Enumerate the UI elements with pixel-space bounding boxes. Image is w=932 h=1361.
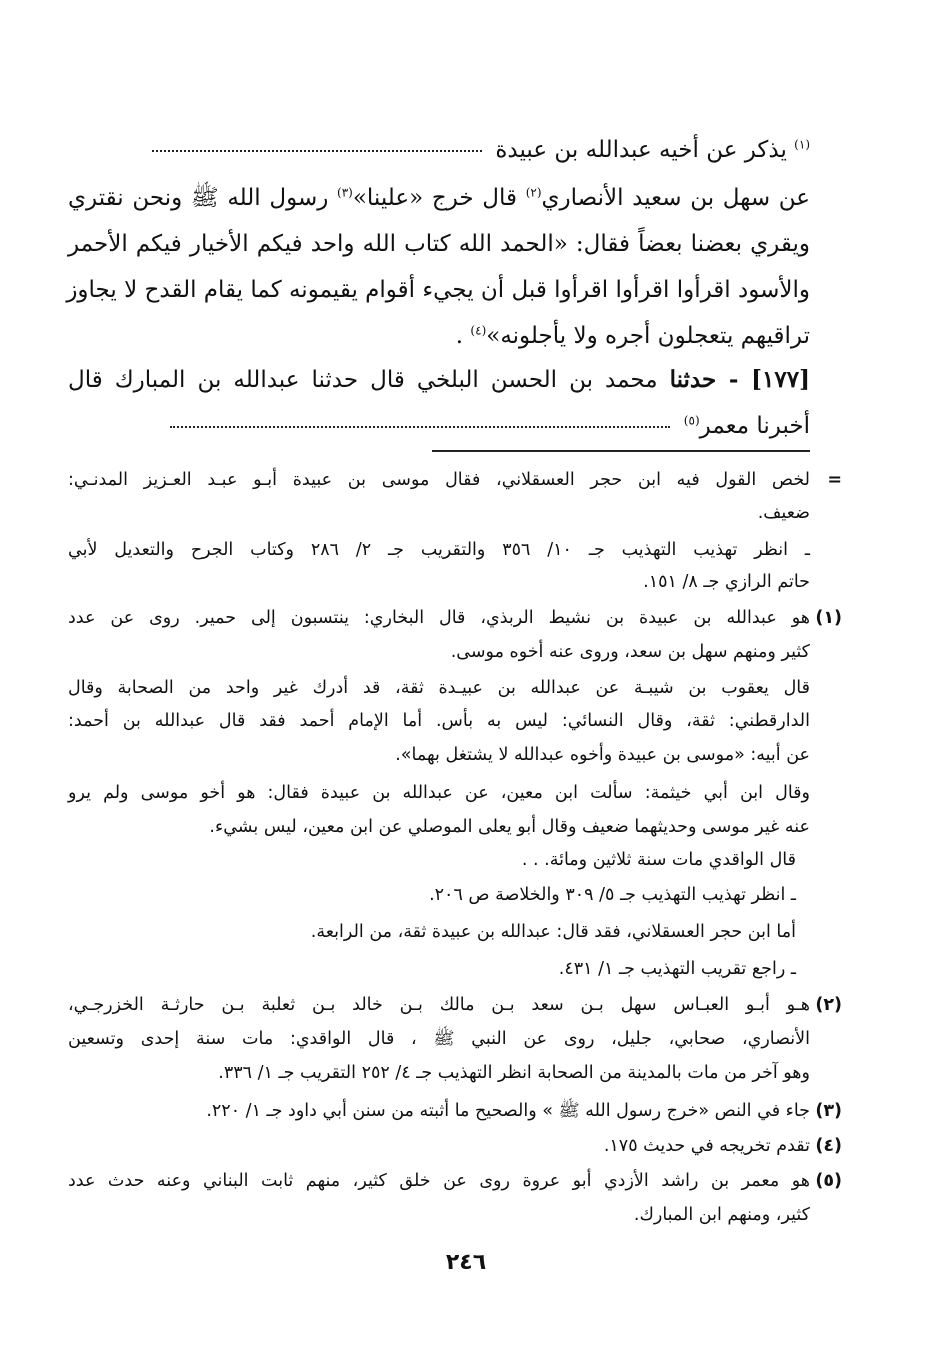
hadith-177-line-1 [68,360,810,400]
footnote-1-line-5: عن أبيه: «موسى بن عبيدة وأخوه عبدالله لا يشتغل بهما». [395,745,810,765]
footnote-1-line-7: عنه غير موسى وحديثهما ضعيف وقال أبو يعلى الموصلي عن ابن معين، ليس بشيء. [209,817,810,837]
footnote-ref-1: (١) [794,137,810,152]
footnote-1-line-4: الدارقطني: ثقة، وقال النسائي: ليس به بأس. أما الإمام أحمد فقد قال عبدالله بن أحمد: [68,711,810,731]
footnote-2-line-1 [68,990,842,1020]
hadith-177-line-2-text: أخبرنا معمر [699,413,810,439]
footnote-3-text: جاء في النص «خرج رسول الله ﷺ » والصحيح ما أثبته من سنن أبي داود جـ ١/ ٢٢٠. [206,1101,810,1121]
dotted-leader-2 [170,426,670,428]
main-line-4: والأسود اقرأوا اقرأوا اقرأوا قبل أن يجيء أقوام يقيمونه كما يقام القدح لا يجاوز [66,277,810,303]
footnote-4-text: تقدم تخريجه في حديث ١٧٥. [603,1136,810,1156]
footnote-continued-line-4: حاتم الرازي جـ ٨/ ١٥١. [643,572,810,592]
footnote-4-marker: (٤) [815,1136,842,1156]
footnote-separator [432,450,810,452]
footnote-2-line-2: الأنصاري، صحابي، جليل، روى عن النبي ﷺ ، قال الواقدي: مات سنة إحدى وتسعين [68,1029,810,1049]
continuation-mark: = [827,470,842,490]
footnote-5-text-1: هو معمر بن راشد الأزدي أبو عروة روى عن خلق كثير، منهم ثابت البناني وعنه حدث عدد [68,1171,810,1191]
footnote-2-line-3: وهو آخر من مات بالمدينة من الصحابة انظر التهذيب جـ ٤/ ٢٥٢ التقريب جـ ١/ ٣٣٦. [218,1063,810,1083]
footnote-1-line-3: قال يعقوب بن شيبـة عن عبدالله بن عبيـدة ثقة، قد أدرك غير واحد من الصحابة وقال [68,678,810,698]
footnote-5-line-2: كثير، ومنهم ابن المبارك. [633,1205,810,1225]
footnote-1-line-9: ـ انظر تهذيب التهذيب جـ ٥/ ٣٠٩ والخلاصة ص ٢٠٦. [429,885,796,905]
footnote-2-marker: (٢) [815,995,842,1015]
main-line-1-text: يذكر عن أخيه عبدالله بن عبيدة [495,137,787,163]
footnote-1-line-2: كثير ومنهم سهل بن سعد، وروى عنه أخوه موسى. [450,642,810,662]
main-line-2 [68,178,810,218]
hadith-177-line-2 [68,406,810,446]
footnote-continued-text-1: لخص القول فيه ابن حجر العسقلاني، فقال موسى بن عبيدة أبـو عبـد العـزيز المدنـي: [68,470,810,490]
footnote-1-line-10: أما ابن حجر العسقلاني، فقد قال: عبدالله بن عبيدة ثقة، من الرابعة. [310,922,796,942]
footnote-1-line-8: قال الواقدي مات سنة ثلاثين ومائة. . . [521,850,796,870]
hadith-177-text: محمد بن الحسن البلخي قال حدثنا عبدالله بن المبارك قال [68,367,670,393]
footnote-ref-4: (٤) [470,323,487,338]
page-number: ٢٤٦ [445,1250,487,1275]
hadith-number: [١٧٧] - حدثنا [669,366,810,393]
footnote-continued-line-2: ضعيف. [757,503,810,523]
main-line-5b: . [455,323,471,349]
footnote-ref-5: (٥) [683,413,700,428]
footnote-ref-2: (٢) [525,185,542,200]
footnote-ref-3: (٣) [337,185,353,200]
footnote-1-text-1: هو عبدالله بن عبيدة بن نشيط الربذي، قال البخاري: ينتسبون إلى حمير. روى عن عدد [68,608,810,628]
footnote-1-line-6: وقال ابن أبي خيثمة: سألت ابن معين، عن عبدالله بن عبيدة فقال: هو أخو موسى ولم يرو [68,783,810,803]
main-line-3: ويقري بعضنا بعضاً فقال: «الحمد الله كتاب الله واحد فيكم الأخيار فيكم الأحمر [68,231,810,257]
footnote-5-line-1 [68,1166,842,1196]
footnote-continued-line-1 [68,465,842,495]
footnote-3-marker: (٣) [815,1101,842,1121]
footnote-2-text-1: هـو أبـو العبـاس سهل بـن سعد بـن مالك بـن خالد بـن ثعلبة بـن حارثـة الخزرجـي، [68,995,810,1015]
footnote-continued-line-3: ـ انظر تهذيب التهذيب جـ ١٠/ ٣٥٦ والتقريب جـ ٢/ ٢٨٦ وكتاب الجرح والتعديل لأبي [68,540,810,560]
main-line-5a: تراقيهم يتعجلون أجره ولا يأجلونه» [486,323,810,349]
main-line-1 [68,130,810,170]
dotted-leader [152,150,482,152]
footnote-1-line-1 [68,603,842,633]
footnote-1-line-11: ـ راجع تقريب التهذيب جـ ١/ ٤٣١. [558,959,796,979]
footnote-5-marker: (٥) [815,1171,842,1191]
main-line-2c: رسول الله ﷺ ونحن نقتري [68,185,337,211]
footnote-3-line-1 [68,1096,842,1126]
main-line-5 [68,316,810,356]
main-line-2a: عن سهل بن سعيد الأنصاري [541,185,810,211]
footnote-4-line-1 [68,1131,842,1161]
footnote-1-marker: (١) [815,608,842,628]
main-line-2b: قال خرج «علينا» [352,185,526,211]
